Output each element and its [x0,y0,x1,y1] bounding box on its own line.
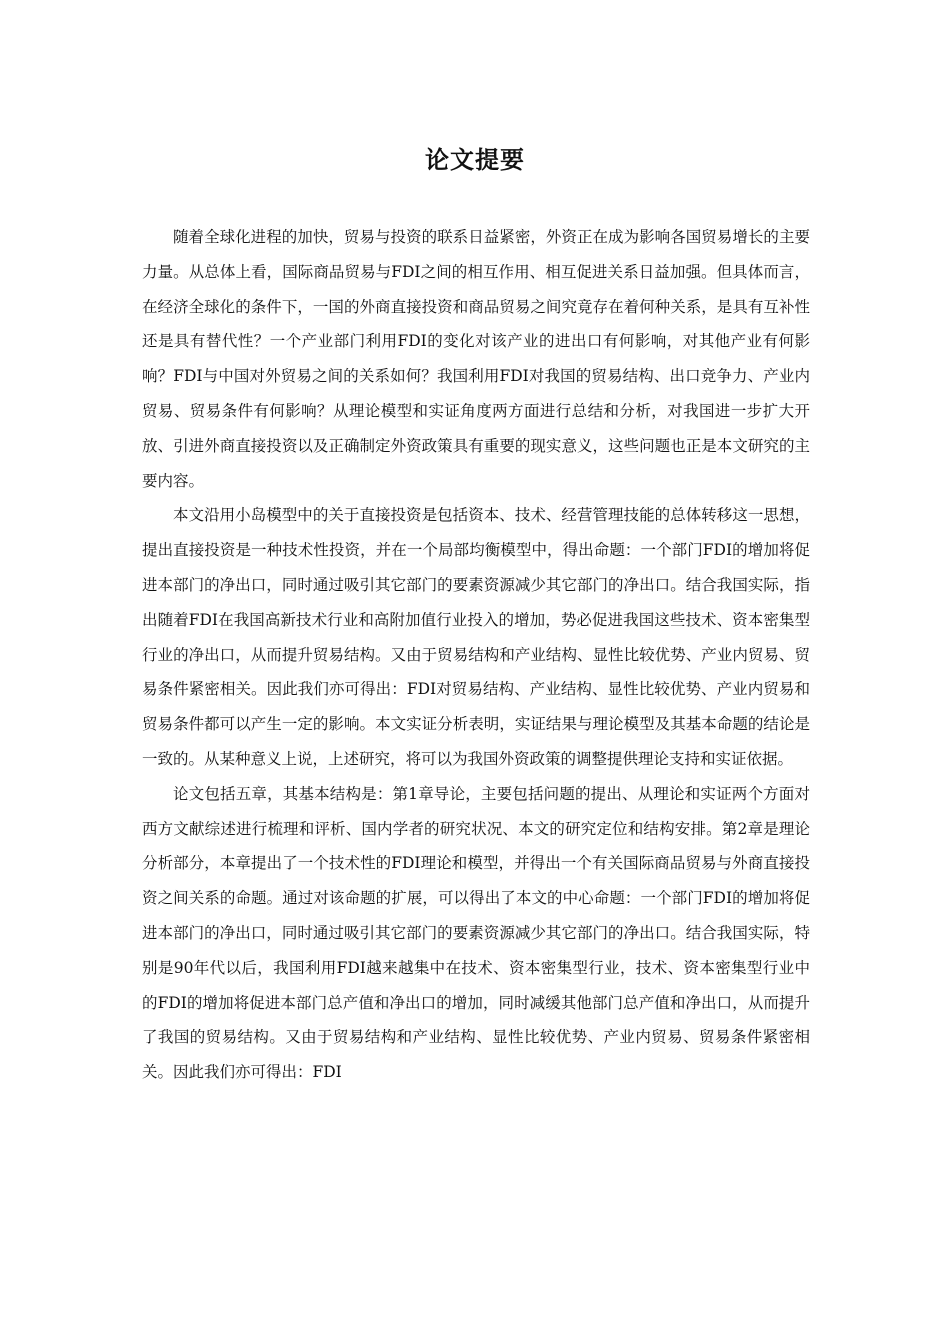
paragraph-1: 随着全球化进程的加快，贸易与投资的联系日益紧密，外资正在成为影响各国贸易增长的主要力量。从总体上看，国际商品贸易与FDI之间的相互作用、相互促进关系日益加强。但具体而言，在经济全球化的条件下，一国的外商直接投资和商品贸易之间究竟存在着何种关系，是具有互补性还是具有替代性？一个产业部门利用FDI的变化对该产业的进出口有何影响，对其他产业有何影响？FDI与中国对外贸易之间的关系如何？我国利用FDI对我国的贸易结构、出口竞争力、产业内贸易、贸易条件有何影响？从理论模型和实证角度两方面进行总结和分析，对我国进一步扩大开放、引进外商直接投资以及正确制定外资政策具有重要的现实意义，这些问题也正是本文研究的主要内容。 [142,228,810,490]
page-title: 论文提要 [425,146,525,174]
paragraph-3: 论文包括五章，其基本结构是：第1章导论，主要包括问题的提出、从理论和实证两个方面对西方文献综述进行梳理和评析、国内学者的研究状况、本文的研究定位和结构安排。第2章是理论分析部分，本章提出了一个技术性的FDI理论和模型，并得出一个有关国际商品贸易与外商直接投资之间关系的命题。通过对该命题的扩展，可以得出了本文的中心命题：一个部门FDI的增加将促进本部门的净出口，同时通过吸引其它部门的要素资源减少其它部门的净出口。结合我国实际，特别是90年代以后，我国利用FDI越来越集中在技术、资本密集型行业，技术、资本密集型行业中的FDI的增加将促进本部门总产值和净出口的增加，同时减缓其他部门总产值和净出口，从而提升了我国的贸易结构。又由于贸易结构和产业结构、显性比较优势、产业内贸易、贸易条件紧密相关。因此我们亦可得出：FDI [142,784,810,1082]
paragraph-2: 本文沿用小岛模型中的关于直接投资是包括资本、技术、经营管理技能的总体转移这一思想，提出直接投资是一种技术性投资，并在一个局部均衡模型中，得出命题：一个部门FDI的增加将促进本部门的净出口，同时通过吸引其它部门的要素资源减少其它部门的净出口。结合我国实际，指出随着FDI在我国高新技术行业和高附加值行业投入的增加，势必促进我国这些技术、资本密集型行业的净出口，从而提升贸易结构。又由于贸易结构和产业结构、显性比较优势、产业内贸易、贸易条件紧密相关。因此我们亦可得出：FDI对贸易结构、产业结构、显性比较优势、产业内贸易和贸易条件都可以产生一定的影响。本文实证分析表明，实证结果与理论模型及其基本命题的结论是一致的。从某种意义上说，上述研究，将可以为我国外资政策的调整提供理论支持和实证依据。 [142,506,810,768]
abstract-body [142,220,810,1090]
